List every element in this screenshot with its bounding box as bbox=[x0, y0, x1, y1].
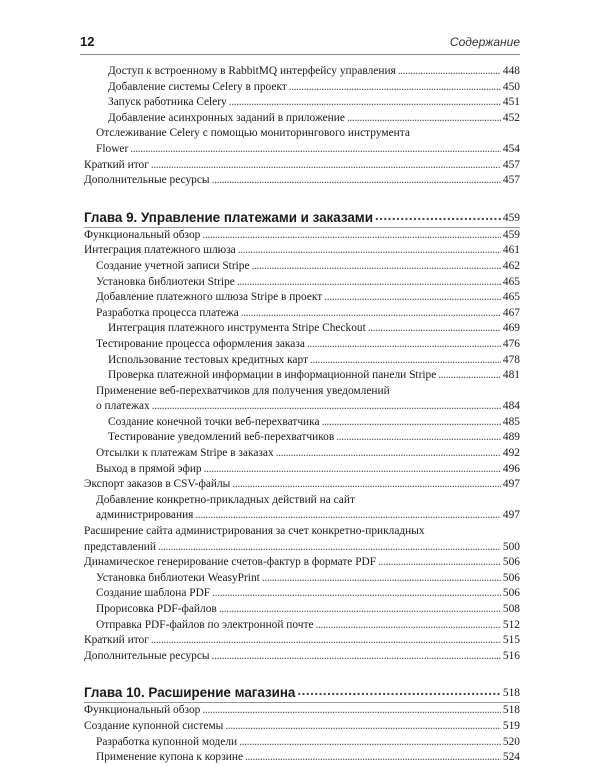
toc-entry[interactable] bbox=[84, 95, 520, 111]
toc-entry-page: 496 bbox=[502, 462, 520, 475]
toc-entry[interactable] bbox=[84, 111, 520, 127]
toc-entry-text: Установка библиотеки Stripe bbox=[96, 275, 235, 288]
toc-entry[interactable] bbox=[84, 477, 520, 493]
toc-block-chapter-10 bbox=[84, 703, 520, 765]
toc-entry-text: Flower bbox=[96, 142, 129, 155]
dot-leader bbox=[152, 399, 501, 415]
dot-leader bbox=[158, 540, 501, 556]
dot-leader bbox=[225, 719, 501, 735]
toc-entry-page: 467 bbox=[502, 306, 520, 319]
toc-entry[interactable] bbox=[84, 259, 520, 275]
toc-entry-text: представлений bbox=[84, 540, 156, 553]
toc-entry-page: 506 bbox=[502, 587, 520, 600]
toc-entry-page: 478 bbox=[502, 353, 520, 366]
toc-entry[interactable] bbox=[84, 618, 520, 634]
dot-leader bbox=[202, 228, 501, 244]
toc-entry-page: 457 bbox=[502, 174, 520, 187]
toc-entry[interactable] bbox=[84, 524, 520, 555]
toc-entry[interactable] bbox=[84, 80, 520, 96]
toc-entry-text: Запуск работника Celery bbox=[108, 96, 227, 109]
toc-entry-text-line1: Расширение сайта администрирования за счет конкретно-прикладных bbox=[84, 525, 425, 538]
dot-leader bbox=[238, 243, 501, 259]
toc-entry[interactable] bbox=[84, 321, 520, 337]
toc-entry[interactable] bbox=[84, 290, 520, 306]
toc-entry-page: 465 bbox=[502, 275, 520, 288]
dot-leader bbox=[297, 682, 501, 700]
dot-leader bbox=[375, 207, 501, 225]
toc-entry-page: 492 bbox=[502, 447, 520, 460]
toc-entry[interactable] bbox=[84, 571, 520, 587]
dot-leader bbox=[212, 586, 501, 602]
toc-entry-text: Доступ к встроенному в RabbitMQ интерфейсу управления bbox=[108, 65, 396, 77]
toc-entry-page: 518 bbox=[502, 704, 520, 717]
toc-entry-text: Дополнительные ресурсы bbox=[84, 174, 210, 187]
toc-entry[interactable] bbox=[84, 586, 520, 602]
toc-entry[interactable] bbox=[84, 555, 520, 571]
toc-entry[interactable] bbox=[84, 243, 520, 259]
toc-entry-page: 459 bbox=[502, 228, 520, 241]
dot-leader bbox=[398, 64, 501, 80]
toc-entry-page: 462 bbox=[502, 259, 520, 272]
toc-entry-text-line1: Добавление конкретно-прикладных действий на сайт bbox=[96, 493, 355, 506]
toc-entry-text-line1: Отслеживание Celery с помощью мониторингового инструмента bbox=[96, 127, 410, 140]
toc-entry-page: 512 bbox=[502, 618, 520, 631]
dot-leader bbox=[204, 462, 501, 478]
dot-leader bbox=[316, 618, 501, 634]
toc-entry-page: 500 bbox=[502, 540, 520, 553]
toc-entry[interactable] bbox=[84, 275, 520, 291]
toc-entry-text: Разработка купонной модели bbox=[96, 735, 238, 748]
toc-entry-page: 520 bbox=[502, 735, 520, 748]
toc-entry[interactable] bbox=[84, 750, 520, 766]
toc-block-chapter-9 bbox=[84, 228, 520, 665]
toc-entry-text: Добавление асинхронных заданий в приложение bbox=[108, 111, 345, 124]
toc-entry-text: Краткий итог bbox=[84, 634, 149, 647]
toc-entry-page: 481 bbox=[502, 369, 520, 382]
toc-entry[interactable] bbox=[84, 368, 520, 384]
running-title: Содержание bbox=[449, 35, 520, 49]
toc-entry[interactable] bbox=[84, 384, 520, 415]
toc-entry-text: Тестирование уведомлений веб-перехватчиков bbox=[108, 431, 335, 444]
toc-entry-page: 450 bbox=[502, 80, 520, 93]
chapter-title: Глава 10. Расширение магазина bbox=[84, 685, 296, 701]
toc-entry-text: Применение купона к корзине bbox=[96, 751, 243, 764]
dot-leader bbox=[307, 337, 501, 353]
toc-entry-page: 484 bbox=[502, 400, 520, 413]
toc-entry-text: Динамическое генерирование счетов-фактур в формате PDF bbox=[84, 556, 377, 569]
toc-entry-text: Выход в прямой эфир bbox=[96, 462, 202, 475]
dot-leader bbox=[310, 353, 501, 369]
dot-leader bbox=[245, 750, 501, 766]
dot-leader bbox=[239, 735, 501, 751]
dot-leader bbox=[195, 508, 500, 524]
toc-entry-text: Интеграция платежного шлюза bbox=[84, 244, 236, 257]
toc-entry[interactable] bbox=[84, 64, 520, 80]
toc-entry-text-line1: Применение веб-перехватчиков для получения уведомлений bbox=[96, 384, 390, 397]
toc-entry-page: 465 bbox=[502, 291, 520, 304]
toc-entry-page: 515 bbox=[502, 634, 520, 647]
dot-leader bbox=[324, 290, 501, 306]
dot-leader bbox=[151, 158, 501, 174]
dot-leader bbox=[130, 142, 501, 158]
chapter-page: 459 bbox=[502, 211, 520, 224]
toc-entry-page: 469 bbox=[502, 322, 520, 335]
toc-entry-text: Экспорт заказов в CSV-файлы bbox=[84, 478, 231, 491]
toc-entry-text: Функциональный обзор bbox=[84, 228, 201, 241]
toc-entry[interactable] bbox=[84, 415, 520, 431]
toc-entry-text: Прорисовка PDF-файлов bbox=[96, 603, 217, 615]
toc-entry[interactable] bbox=[84, 462, 520, 478]
dot-leader bbox=[368, 321, 501, 337]
page-number: 12 bbox=[80, 34, 95, 49]
toc-entry-text: Функциональный обзор bbox=[84, 704, 201, 717]
toc-entry-text: Использование тестовых кредитных карт bbox=[108, 353, 309, 366]
toc-entry-page: 485 bbox=[502, 415, 520, 428]
chapter-page: 518 bbox=[502, 687, 520, 700]
dot-leader bbox=[378, 555, 501, 571]
toc-entry[interactable] bbox=[84, 337, 520, 353]
toc-entry-page: 452 bbox=[502, 111, 520, 124]
dot-leader bbox=[347, 111, 501, 127]
toc-entry-text: Создание шаблона PDF bbox=[96, 587, 211, 600]
toc-entry-text: Создание купонной системы bbox=[84, 719, 224, 732]
toc-entry[interactable] bbox=[84, 703, 520, 719]
dot-leader bbox=[212, 649, 501, 665]
toc-entry-text: Разработка процесса платежа bbox=[96, 306, 239, 319]
toc-entry-text: Установка библиотеки WeasyPrint bbox=[96, 571, 260, 584]
toc-block-top bbox=[84, 64, 520, 189]
dot-leader bbox=[232, 477, 501, 493]
chapter-10-heading[interactable] bbox=[84, 682, 520, 702]
table-of-contents bbox=[84, 64, 520, 766]
toc-entry[interactable] bbox=[84, 633, 520, 649]
dot-leader bbox=[202, 703, 501, 719]
toc-entry-text: Краткий итог bbox=[84, 158, 149, 171]
toc-entry[interactable] bbox=[84, 602, 520, 618]
toc-entry-page: 524 bbox=[502, 751, 520, 764]
toc-entry-page: 451 bbox=[502, 96, 520, 109]
toc-entry-page: 457 bbox=[502, 158, 520, 171]
dot-leader bbox=[262, 571, 501, 587]
toc-entry[interactable] bbox=[84, 158, 520, 174]
toc-entry[interactable] bbox=[84, 430, 520, 446]
toc-entry-page: 489 bbox=[502, 431, 520, 444]
dot-leader bbox=[241, 306, 501, 322]
chapter-9-heading[interactable] bbox=[84, 207, 520, 227]
toc-entry-page: 516 bbox=[502, 649, 520, 662]
dot-leader bbox=[219, 602, 501, 618]
toc-entry[interactable] bbox=[84, 228, 520, 244]
dot-leader bbox=[212, 173, 501, 189]
toc-entry[interactable] bbox=[84, 719, 520, 735]
dot-leader bbox=[289, 80, 501, 96]
toc-entry[interactable] bbox=[84, 735, 520, 751]
toc-entry-page: 454 bbox=[502, 142, 520, 155]
dot-leader bbox=[276, 446, 501, 462]
dot-leader bbox=[237, 275, 501, 291]
dot-leader bbox=[252, 259, 501, 275]
toc-entry-text: администрирования bbox=[96, 509, 194, 522]
toc-entry-page: 476 bbox=[502, 337, 520, 350]
toc-entry-text: Отсылки к платежам Stripe в заказах bbox=[96, 447, 274, 460]
toc-entry-page: 519 bbox=[502, 719, 520, 732]
dot-leader bbox=[322, 415, 501, 431]
toc-entry-text: Добавление системы Celery в проект bbox=[108, 80, 287, 93]
toc-entry-text: Тестирование процесса оформления заказа bbox=[96, 337, 305, 350]
page-header bbox=[80, 32, 520, 55]
toc-entry-text: Создание учетной записи Stripe bbox=[96, 259, 250, 272]
toc-entry-page: 497 bbox=[502, 509, 520, 522]
toc-entry[interactable] bbox=[84, 649, 520, 665]
dot-leader bbox=[151, 633, 501, 649]
toc-entry-page: 506 bbox=[502, 571, 520, 584]
toc-entry-page: 506 bbox=[502, 556, 520, 569]
dot-leader bbox=[438, 368, 501, 384]
toc-entry[interactable] bbox=[84, 126, 520, 157]
toc-entry-text: Интеграция платежного инструмента Stripe Checkout bbox=[108, 322, 366, 335]
toc-entry-text: Отправка PDF-файлов по электронной почте bbox=[96, 618, 314, 631]
toc-entry-page: 508 bbox=[502, 603, 520, 615]
toc-entry-text: Дополнительные ресурсы bbox=[84, 649, 210, 662]
toc-entry[interactable] bbox=[84, 173, 520, 189]
toc-entry-text: Добавление платежного шлюза Stripe в проект bbox=[96, 291, 323, 304]
toc-entry-text: Создание конечной точки веб-перехватчика bbox=[108, 415, 320, 428]
toc-entry[interactable] bbox=[84, 493, 520, 524]
dot-leader bbox=[229, 95, 501, 111]
toc-entry[interactable] bbox=[84, 353, 520, 369]
toc-entry-page: 497 bbox=[502, 478, 520, 491]
toc-entry[interactable] bbox=[84, 306, 520, 322]
toc-entry-text: Проверка платежной информации в информационной панели Stripe bbox=[108, 369, 437, 382]
dot-leader bbox=[336, 430, 501, 446]
toc-entry-page: 448 bbox=[502, 65, 520, 77]
toc-entry[interactable] bbox=[84, 446, 520, 462]
chapter-title: Глава 9. Управление платежами и заказами bbox=[84, 209, 373, 225]
toc-entry-text: о платежах bbox=[96, 400, 150, 413]
toc-entry-page: 461 bbox=[502, 244, 520, 257]
